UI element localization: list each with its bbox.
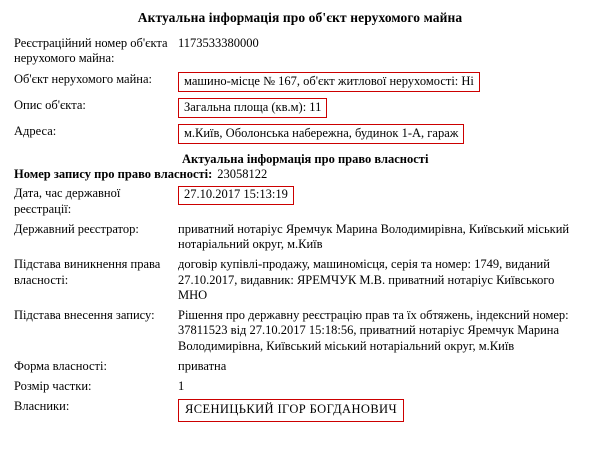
table-row [14,399,586,421]
row-value-highlighted: м.Київ, Оболонська набережна, будинок 1-А, гараж [178,124,464,144]
row-label: Дата, час державної реєстрації: [14,186,121,216]
row-value-highlighted: Загальна площа (кв.м): 11 [178,98,327,118]
row-label: Форма власності: [14,358,107,373]
ownership-record-number-label: Номер запису про право власності: [14,167,213,182]
row-value: 1 [178,379,185,393]
ownership-record-number-row [14,167,586,182]
table-row [14,98,586,118]
row-value: Рішення про державну реєстрацію прав та їх обтяжень, індексний номер: 37811523 від 27.10.2017 15:18:56, приватний нотаріус Яремчук Марина Володимирівна, Київський міський нотаріальний округ, м.Київ [178,308,569,353]
property-section [14,36,586,144]
table-row [14,72,586,92]
row-label: Підстава виникнення права власності: [14,257,161,287]
page-title: Актуальна інформація про об'єкт нерухомого майна [137,10,463,25]
table-row [14,124,586,144]
table-row [14,379,586,394]
row-value: договір купівлі-продажу, машиномісця, серія та номер: 1749, виданий 27.10.2017, видавник: ЯРЕМЧУК М.В. приватний нотаріус Київського МНО [178,257,555,302]
row-label: Об'єкт нерухомого майна: [14,71,152,86]
table-row [14,36,586,67]
row-label: Державний реєстратор: [14,221,139,236]
table-row [14,257,586,303]
ownership-record-number-value: 23058122 [217,167,268,182]
row-value: приватний нотаріус Яремчук Марина Володимирівна, Київський міський нотаріальний округ, м.Київ [178,221,570,251]
row-label: Адреса: [14,124,57,138]
row-value: 1173533380000 [178,36,259,50]
registration-date-highlighted: 27.10.2017 15:13:19 [178,186,294,204]
row-label: Підстава внесення запису: [14,308,155,322]
row-value: приватна [178,358,227,373]
row-label: Розмір частки: [14,379,92,393]
ownership-section [14,186,586,421]
row-label: Реєстраційний номер об'єкта нерухомого майна: [14,36,168,66]
table-row [14,359,586,374]
property-boxed-group [14,72,586,145]
ownership-section-title: Актуальна інформація про право власності [182,152,429,167]
owner-name-highlighted: ЯСЕНИЦЬКИЙ ІГОР БОГДАНОВИЧ [178,399,404,421]
table-row [14,222,586,253]
ownership-section-header [14,152,586,167]
table-row [14,186,586,217]
row-label: Опис об'єкта: [14,97,86,112]
row-label: Власники: [14,399,70,414]
table-row [14,308,586,354]
row-value-highlighted: машино-місце № 167, об'єкт житлової нерухомості: Ні [178,72,480,92]
